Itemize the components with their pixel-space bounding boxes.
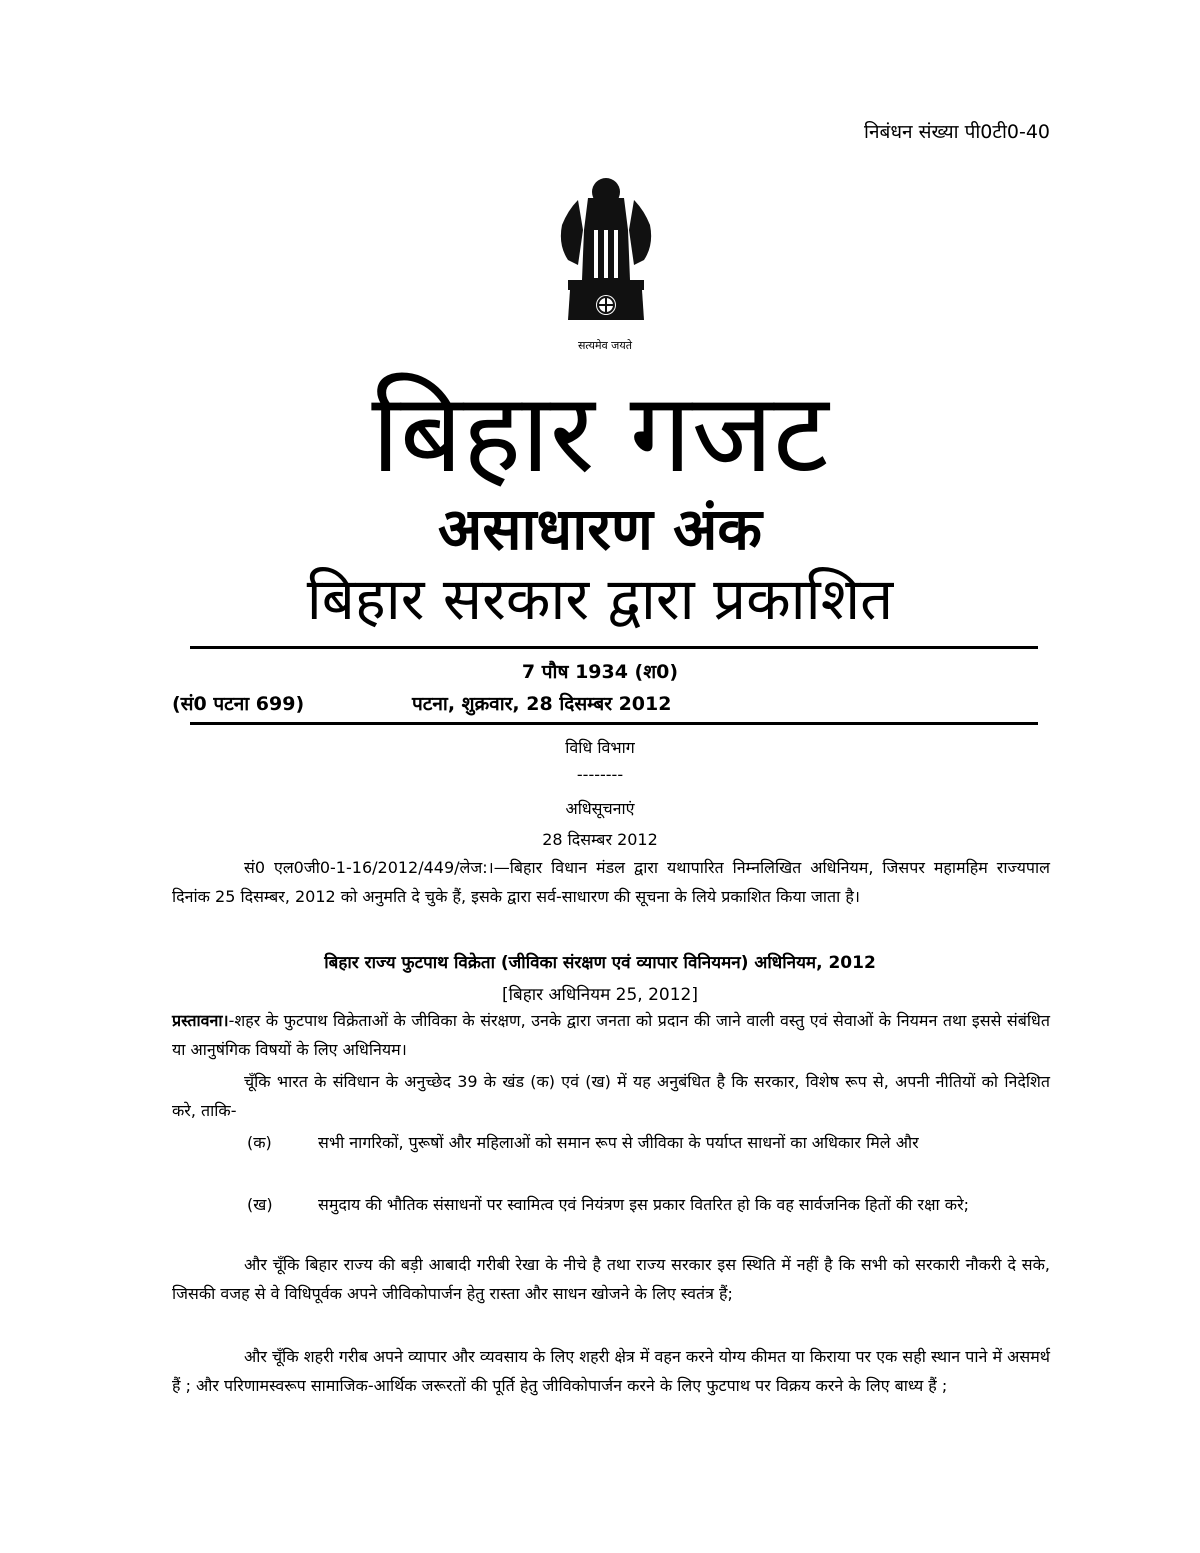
- clause-label: (क): [247, 1133, 272, 1152]
- divider-bottom: [190, 722, 1038, 725]
- date-line: पटना, शुक्रवार, 28 दिसम्बर 2012: [412, 693, 672, 715]
- act-number: [बिहार अधिनियम 25, 2012]: [502, 985, 698, 1005]
- clause-label: (ख): [247, 1195, 273, 1214]
- whereas-paragraph-3: और चूँकि शहरी गरीब अपने व्यापार और व्यवसाय के लिए शहरी क्षेत्र में वहन करने योग्य कीमत या किराया पर एक सही स्थान पाने में असमर्थ हैं ; और परिणामस्वरूप सामाजिक-आर्थिक जरूरतों की पूर्ति हेतु जीविकोपार्जन करने के लिए फुटपाथ पर विक्रय करने के लिए बाध्य हैं ;: [172, 1347, 1050, 1395]
- gazette-subtitle: असाधारण अंक: [438, 495, 762, 563]
- separator: --------: [576, 765, 624, 784]
- clause-text: समुदाय की भौतिक संसाधनों पर स्वामित्व एवं नियंत्रण इस प्रकार वितरित हो कि वह सार्वजनिक हितों की रक्षा करे;: [318, 1195, 970, 1214]
- saka-date: 7 पौष 1934 (श0): [521, 661, 679, 683]
- intro-paragraph: सं0 एल0जी0-1-16/2012/449/लेज:।—बिहार विधान मंडल द्वारा यथापारित निम्नलिखित अधिनियम, जिसपर महामहिम राज्यपाल दिनांक 25 दिसम्बर, 2012 को अनुमति दे चुके हैं, इसके द्वारा सर्व-साधारण की सूचना के लिये प्रकाशित किया जाता है।: [172, 858, 1050, 906]
- issue-number: (सं0 पटना 699): [172, 693, 305, 715]
- gazette-title: बिहार गजट: [371, 369, 829, 497]
- notification-heading: अधिसूचनाएं: [565, 799, 635, 818]
- whereas-paragraph-1: चूँकि भारत के संविधान के अनुच्छेद 39 के खंड (क) एवं (ख) में यह अनुबंधित है कि सरकार, विशेष रूप से, अपनी नीतियों को निदेशित करे, ताकि-: [172, 1072, 1050, 1120]
- notification-date: 28 दिसम्बर 2012: [542, 830, 658, 849]
- act-title: बिहार राज्य फुटपाथ विक्रेता (जीविका संरक्षण एवं व्यापार विनियमन) अधिनियम, 2012: [324, 953, 876, 973]
- whereas-paragraph-2: और चूँकि बिहार राज्य की बड़ी आबादी गरीबी रेखा के नीचे है तथा राज्य सरकार इस स्थिति में नहीं है कि सभी को सरकारी नौकरी दे सके, जिसकी वजह से वे विधिपूर्वक अपने जीविकोपार्जन हेतु रास्ता और साधन खोजने के लिए स्वतंत्र हैं;: [172, 1255, 1050, 1303]
- national-emblem-icon: [548, 170, 664, 356]
- preamble: [172, 1006, 1050, 1064]
- divider-top: [190, 646, 1038, 649]
- preamble-label: प्रस्तावना।: [172, 1011, 229, 1030]
- department: विधि विभाग: [565, 738, 635, 757]
- clause-text: सभी नागरिकों, पुरूषों और महिलाओं को समान रूप से जीविका के पर्याप्त साधनों का अधिकार मिले और: [318, 1133, 919, 1152]
- publisher-line: बिहार सरकार द्वारा प्रकाशित: [306, 565, 894, 633]
- preamble-text: -शहर के फुटपाथ विक्रेताओं के जीविका के संरक्षण, उनके द्वारा जनता को प्रदान की जाने वाली वस्तु एवं सेवाओं के नियमन तथा इससे संबंधित या आनुषंगिक विषयों के लिए अधिनियम।: [172, 1011, 1050, 1059]
- emblem-motto: सत्यमेव जयते: [577, 339, 632, 352]
- registration-number: निबंधन संख्या पी0टी0-40: [864, 121, 1050, 143]
